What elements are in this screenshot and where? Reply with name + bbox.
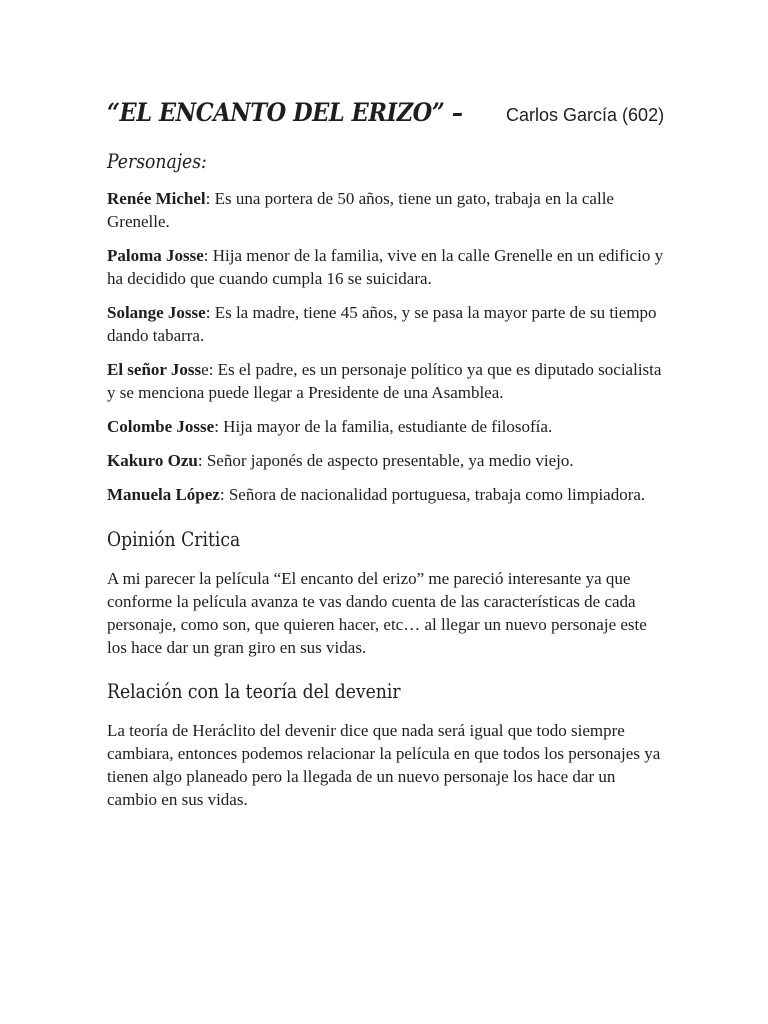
title-author: Carlos García (602) <box>506 105 665 125</box>
title-main: “EL ENCANTO DEL ERIZO” – <box>107 98 463 127</box>
character-name: Colombe Josse <box>107 417 215 436</box>
character-name: Kakuro Ozu <box>107 451 198 470</box>
character-name: Paloma Josse <box>107 246 204 265</box>
character-item <box>107 244 667 290</box>
relacion-heading: Relación con la teoría del devenir <box>107 679 401 703</box>
opinion-paragraph: A mi parecer la película “El encanto del erizo” me pareció interesante ya que conforme la película avanza te vas dando cuenta de las características de cada personaje, como son, que quieren hacer, etc… al llegar un nuevo personaje este los hace dar un gran giro en sus vidas. <box>107 569 647 657</box>
document-page <box>107 98 667 811</box>
character-item <box>107 483 667 506</box>
character-description: : Señora de nacionalidad portuguesa, trabaja como limpiadora. <box>219 485 646 504</box>
character-description: e: Es el padre, es un personaje político ya que es diputado socialista y se menciona puede llegar a Presidente de una Asamblea. <box>107 360 662 402</box>
character-description: : Señor japonés de aspecto presentable, ya medio viejo. <box>197 451 574 470</box>
relacion-paragraph: La teoría de Heráclito del devenir dice que nada será igual que todo siempre cambiara, entonces podemos relacionar la película en que todos los personajes ya tienen algo planeado pero la llegada de un nuevo personaje los hace dar un cambio en sus vidas. <box>107 721 661 809</box>
character-description: : Es una portera de 50 años, tiene un gato, trabaja en la calle Grenelle. <box>107 189 614 231</box>
document-title <box>107 98 667 127</box>
personajes-heading: Personajes: <box>107 149 207 173</box>
character-name: El señor Joss <box>107 360 202 379</box>
character-item <box>107 415 667 438</box>
character-description: : Hija menor de la familia, vive en la calle Grenelle en un edificio y ha decidido que cuando cumpla 16 se suicidara. <box>107 246 664 288</box>
character-name: Solange Josse <box>107 303 206 322</box>
character-item <box>107 449 667 472</box>
character-item <box>107 187 667 233</box>
character-item <box>107 358 667 404</box>
character-description: : Es la madre, tiene 45 años, y se pasa la mayor parte de su tiempo dando tabarra. <box>107 303 657 345</box>
opinion-heading: Opinión Critica <box>107 527 241 551</box>
character-description: : Hija mayor de la familia, estudiante de filosofía. <box>214 417 553 436</box>
character-name: Renée Michel <box>107 189 206 208</box>
character-item <box>107 301 667 347</box>
character-name: Manuela López <box>107 485 220 504</box>
